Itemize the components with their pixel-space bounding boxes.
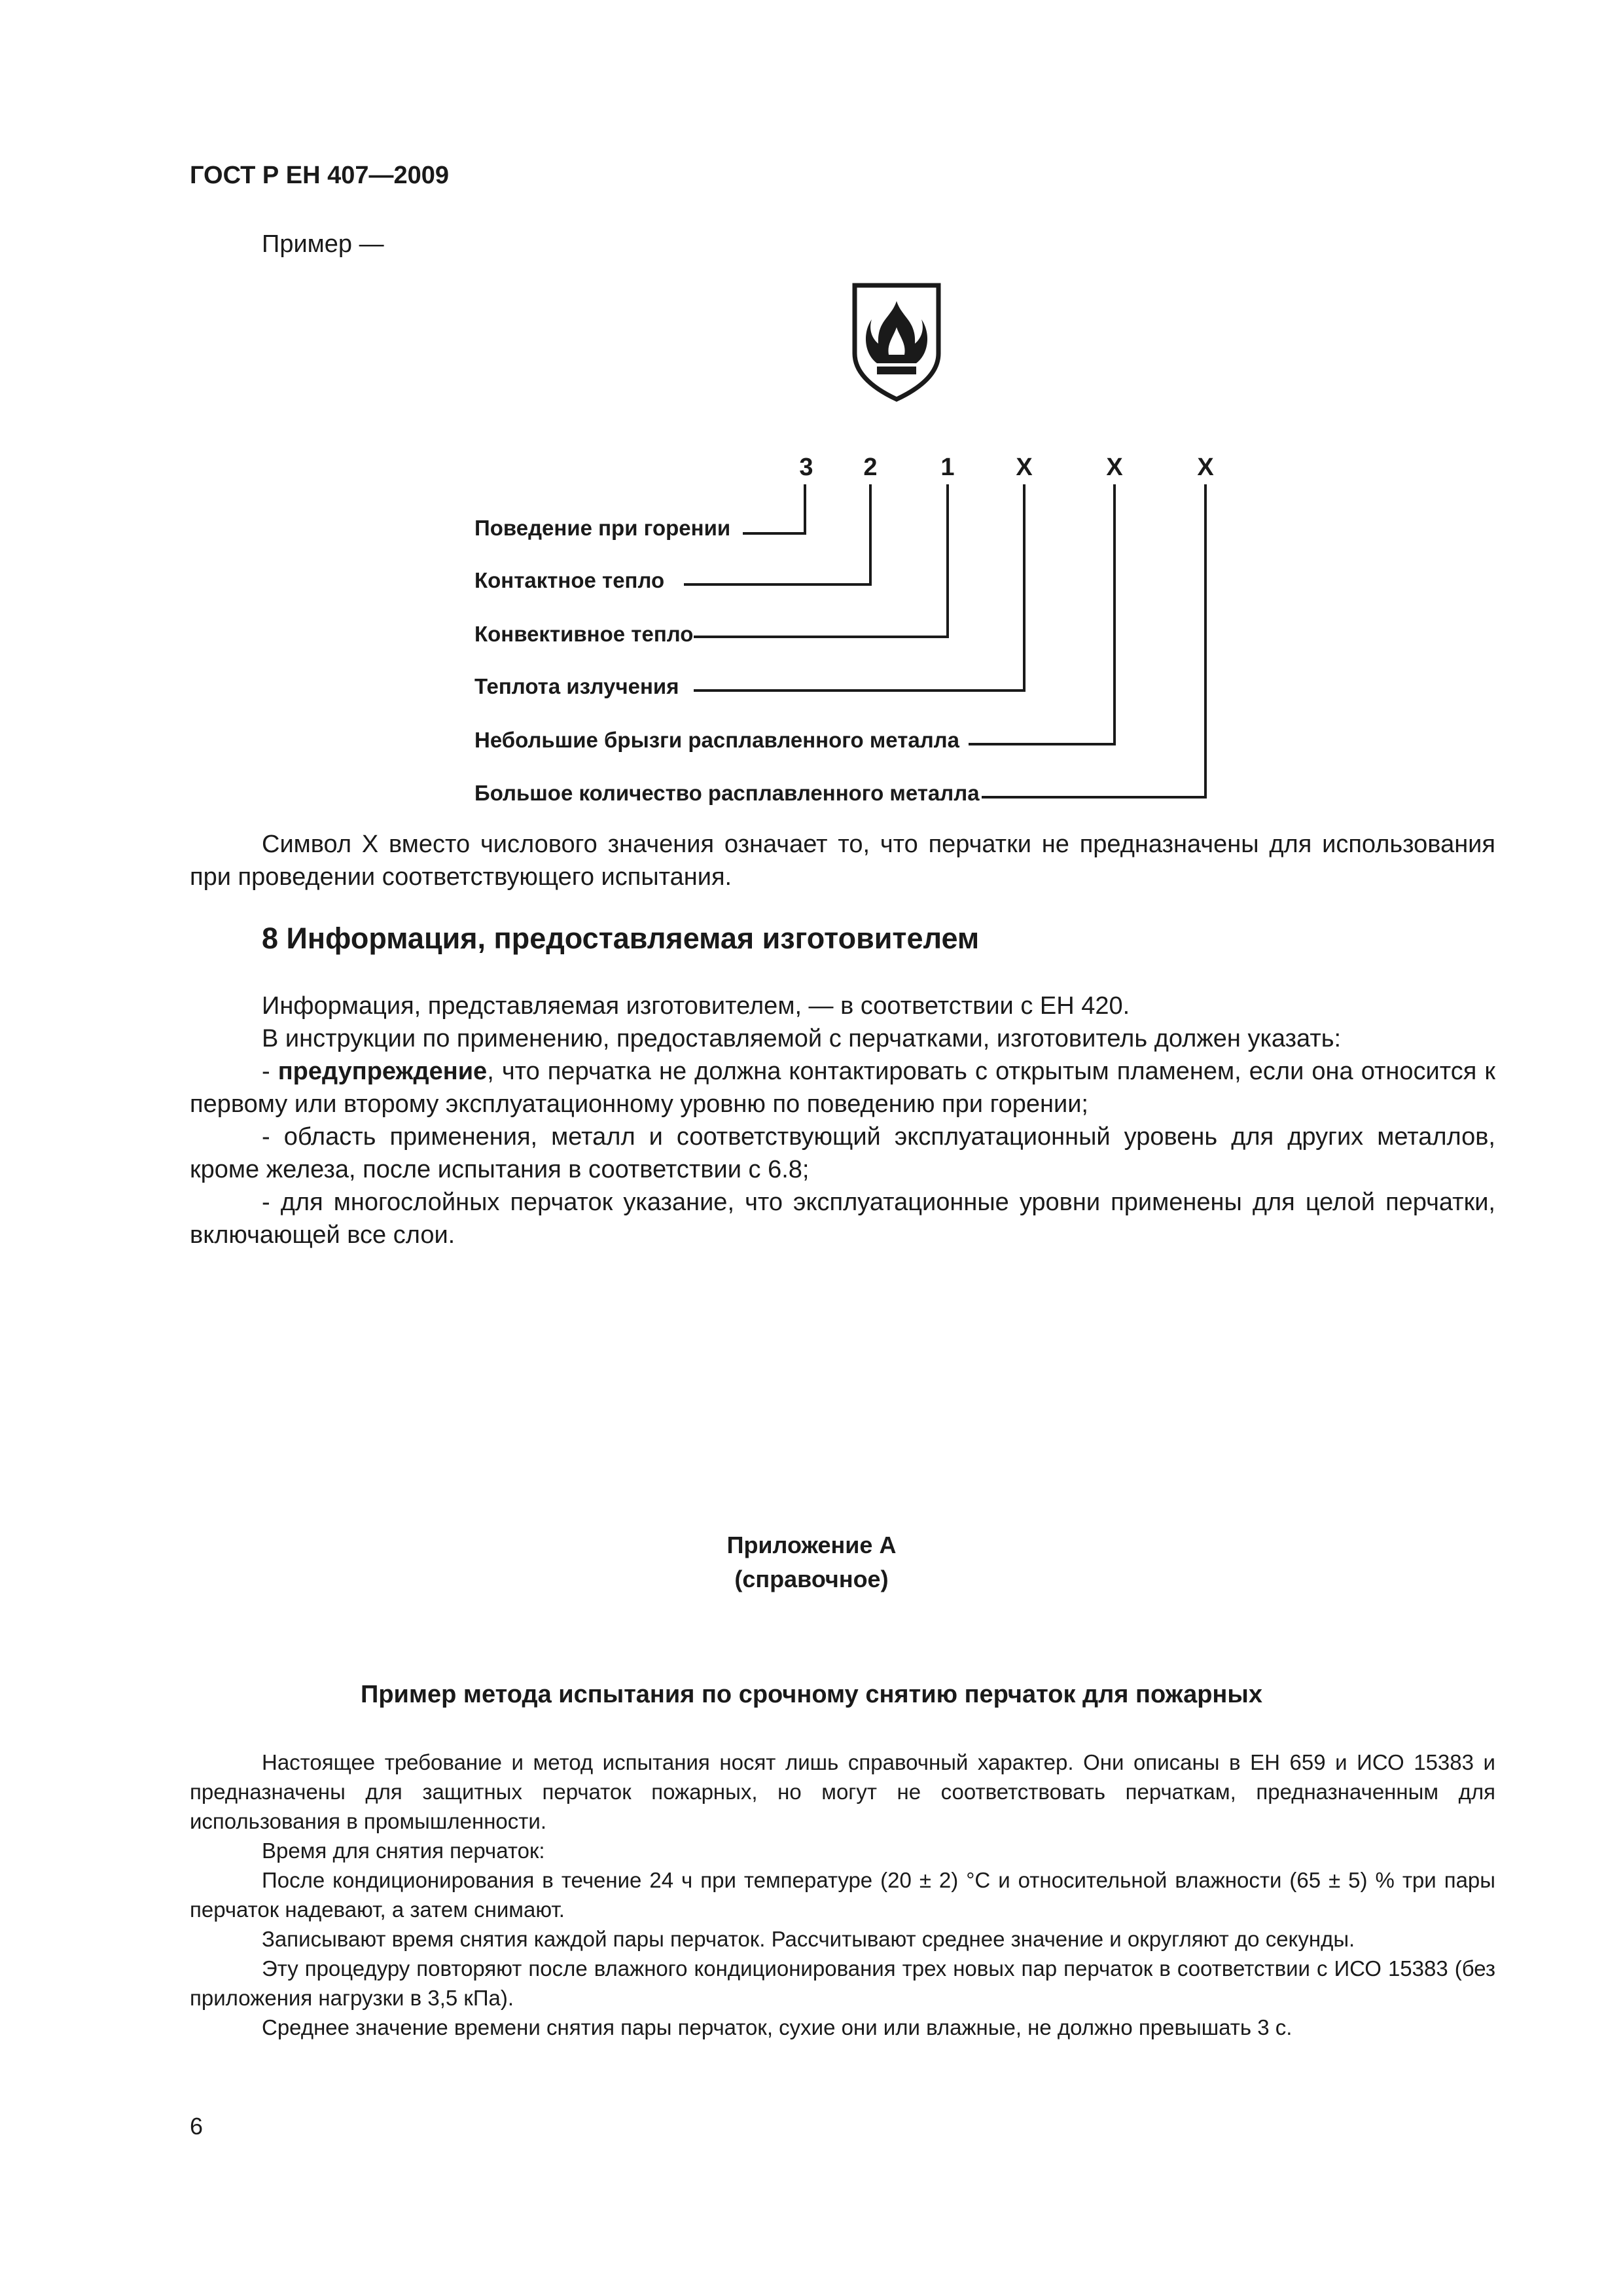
- appendix-heading: Пример метода испытания по срочному снятию перчаток для пожарных: [361, 1681, 1262, 1708]
- label-large-molten: Большое количество расплавленного металла: [474, 781, 980, 805]
- symbol-note-paragraph: [190, 828, 1495, 893]
- appendix-body: [190, 1748, 1495, 2042]
- label-convective-heat: Конвективное тепло: [474, 622, 694, 646]
- digit-small-splashes: X: [1106, 454, 1123, 481]
- appendix-p6: Среднее значение времени снятия пары перчаток, сухие они или влажные, не должно превышать 3 с.: [262, 2015, 1293, 2039]
- item1-dash: -: [262, 1058, 278, 1085]
- appendix-type: (справочное): [734, 1566, 889, 1592]
- section-8-title: 8 Информация, предоставляемая изготовителем: [262, 922, 980, 955]
- example-label: Пример —: [262, 230, 384, 258]
- digit-contact: 2: [863, 454, 878, 481]
- page-number: 6: [190, 2113, 204, 2140]
- connector-radiant-heat: [694, 484, 1024, 691]
- label-burning: Поведение при горении: [474, 516, 731, 540]
- appendix-p3: После кондиционирования в течение 24 ч при температуре (20 ± 2) °С и относительной влажности (65 ± 5) % три пары перчаток надевают, а затем снимают.: [190, 1868, 1495, 1922]
- item1-text: , что перчатка не должна контактировать с открытым пламенем, если она относится к первому или второму эксплуатационному уровню по поведению при горении;: [190, 1058, 1495, 1118]
- digit-large-molten: X: [1197, 454, 1214, 481]
- section-8-p1: Информация, представляемая изготовителем, — в соответствии с ЕН 420.: [262, 992, 1130, 1020]
- digit-convective: 1: [940, 454, 955, 481]
- section-8-item3: - для многослойных перчаток указание, что эксплуатационные уровни применены для целой перчатки, включающей все слои.: [190, 1189, 1495, 1249]
- digit-radiant: X: [1016, 454, 1033, 481]
- document-header: ГОСТ Р ЕН 407—2009: [190, 162, 450, 189]
- appendix-p4: Записывают время снятия каждой пары перчаток. Рассчитывают среднее значение и округляют до секунды.: [262, 1927, 1355, 1951]
- section-8-p2: В инструкции по применению, предоставляемой с перчатками, изготовитель должен указать:: [262, 1025, 1342, 1052]
- appendix-p1: Настоящее требование и метод испытания носят лишь справочный характер. Они описаны в ЕН 659 и ИСО 15383 и предназначены для защитных перчаток пожарных, но могут не соответствовать перчаткам, предназначенным для использования в промышленности.: [190, 1750, 1495, 1833]
- connector-convective-heat: [694, 484, 948, 637]
- appendix-label: Приложение А: [726, 1532, 897, 1558]
- digit-burning: 3: [799, 454, 813, 481]
- item1-warning: предупреждение: [277, 1058, 488, 1085]
- label-small-splashes: Небольшие брызги расплавленного металла: [474, 728, 959, 752]
- section-8-item1: [190, 1055, 1495, 1121]
- connector-burning: [743, 484, 805, 533]
- section-8-item2: - область применения, металл и соответствующий эксплуатационный уровень для других металлов, кроме железа, после испытания в соответствии с 6.8;: [190, 1123, 1495, 1183]
- label-contact-heat: Контактное тепло: [474, 568, 665, 592]
- symbol-note: Символ X вместо числового значения означает то, что перчатки не предназначены для использования при проведении соответствующего испытания.: [190, 831, 1495, 891]
- appendix-title: [0, 1528, 1623, 1596]
- connector-small-splashes: [969, 484, 1115, 744]
- label-radiant-heat: Теплота излучения: [474, 674, 679, 698]
- connector-large-molten: [982, 484, 1205, 797]
- appendix-p5: Эту процедуру повторяют после влажного кондиционирования трех новых пар перчаток в соответствии с ИСО 15383 (без приложения нагрузки в 3,5 кПа).: [190, 1956, 1495, 2010]
- section-8-body: [190, 990, 1495, 1251]
- appendix-p2: Время для снятия перчаток:: [262, 1839, 545, 1863]
